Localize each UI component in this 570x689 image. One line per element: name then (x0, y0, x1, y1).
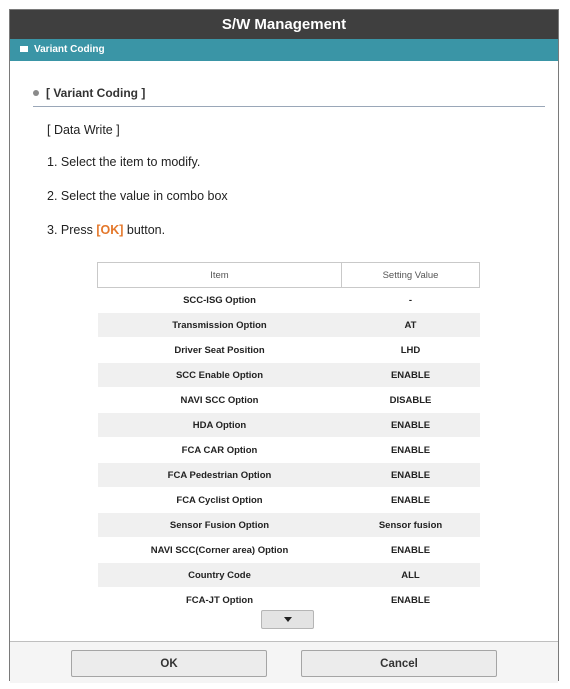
item-cell: Driver Seat Position (98, 338, 342, 363)
table-row[interactable] (98, 338, 480, 363)
table-row[interactable] (98, 438, 480, 463)
value-cell: DISABLE (342, 388, 480, 413)
table-row[interactable] (98, 288, 480, 313)
table-row[interactable] (98, 413, 480, 438)
value-cell: ENABLE (342, 438, 480, 463)
table-row[interactable] (98, 388, 480, 413)
instruction-step-3 (47, 223, 165, 237)
value-cell: - (342, 288, 480, 313)
table-row[interactable] (98, 538, 480, 563)
item-cell: FCA CAR Option (98, 438, 342, 463)
table-row[interactable] (98, 588, 480, 613)
value-cell: ENABLE (342, 363, 480, 388)
value-cell: ALL (342, 563, 480, 588)
value-cell: ENABLE (342, 588, 480, 613)
step3-prefix: 3. Press (47, 223, 97, 237)
data-write-heading: [ Data Write ] (47, 123, 120, 137)
table-row[interactable] (98, 463, 480, 488)
bullet-icon (33, 90, 39, 96)
table-row[interactable] (98, 563, 480, 588)
step3-suffix: button. (123, 223, 166, 237)
item-cell: FCA Pedestrian Option (98, 463, 342, 488)
sw-management-window (9, 9, 559, 681)
value-cell: LHD (342, 338, 480, 363)
item-cell: Transmission Option (98, 313, 342, 338)
item-cell: Sensor Fusion Option (98, 513, 342, 538)
variant-coding-table (97, 262, 480, 612)
table-row[interactable] (98, 513, 480, 538)
value-cell: ENABLE (342, 488, 480, 513)
variant-coding-subheader (10, 39, 558, 61)
subheader-label: Variant Coding (34, 44, 105, 55)
cancel-button[interactable]: Cancel (301, 650, 497, 677)
chevron-down-icon (284, 617, 292, 622)
table-row[interactable] (98, 363, 480, 388)
table-row[interactable] (98, 488, 480, 513)
value-cell: ENABLE (342, 463, 480, 488)
section-title: [ Variant Coding ] (46, 86, 146, 100)
item-cell: NAVI SCC(Corner area) Option (98, 538, 342, 563)
square-icon (20, 46, 28, 52)
value-cell: ENABLE (342, 538, 480, 563)
item-cell: Country Code (98, 563, 342, 588)
value-cell: Sensor fusion (342, 513, 480, 538)
button-bar (10, 641, 558, 683)
window-title: S/W Management (10, 10, 558, 39)
value-cell: AT (342, 313, 480, 338)
value-combo-box[interactable] (261, 610, 314, 629)
table-row[interactable] (98, 313, 480, 338)
table-header-row (98, 263, 480, 288)
instruction-step-1: 1. Select the item to modify. (47, 155, 201, 169)
ok-button[interactable]: OK (71, 650, 267, 677)
item-cell: FCA-JT Option (98, 588, 342, 613)
item-cell: SCC-ISG Option (98, 288, 342, 313)
column-header-setting-value: Setting Value (342, 263, 480, 288)
instruction-step-2: 2. Select the value in combo box (47, 189, 228, 203)
ok-highlight: [OK] (96, 223, 124, 237)
column-header-item: Item (98, 263, 342, 288)
value-cell: ENABLE (342, 413, 480, 438)
section-heading (33, 86, 545, 107)
item-cell: NAVI SCC Option (98, 388, 342, 413)
item-cell: HDA Option (98, 413, 342, 438)
item-cell: SCC Enable Option (98, 363, 342, 388)
item-cell: FCA Cyclist Option (98, 488, 342, 513)
